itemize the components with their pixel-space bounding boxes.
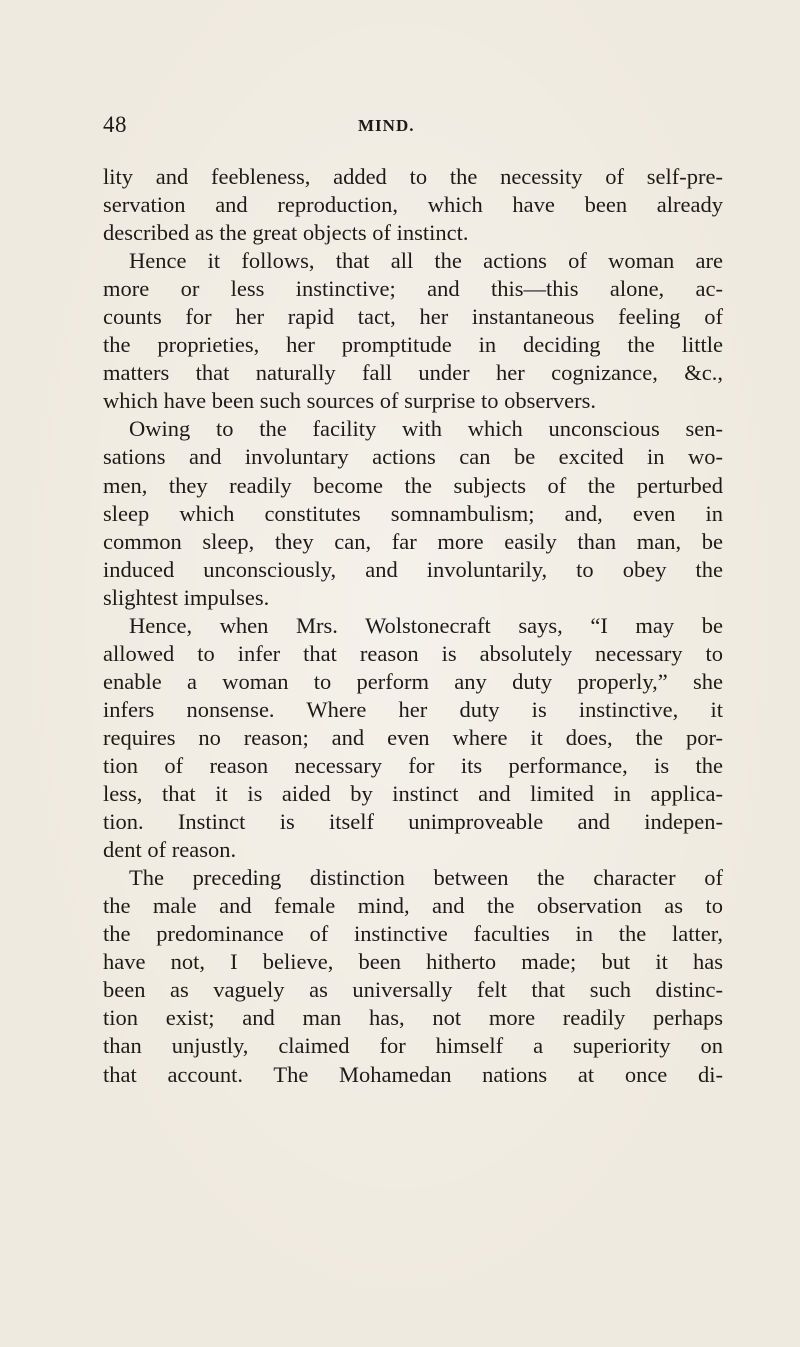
text-line: less, that it is aided by instinct and limited in applica-: [103, 781, 723, 807]
text-line: the predominance of instinctive faculties in the latter,: [103, 921, 723, 947]
text-line: lity and feebleness, added to the necessity of self-pre-: [103, 164, 723, 189]
text-line: more or less instinctive; and this—this alone, ac-: [103, 276, 723, 302]
text-line: men, they readily become the subjects of the perturbed: [103, 472, 723, 498]
text-line: infers nonsense. Where her duty is instinctive, it: [103, 696, 723, 722]
text-line: have not, I believe, been hitherto made; but it has: [103, 949, 723, 975]
text-line: counts for her rapid tact, her instantaneous feeling of: [103, 304, 723, 330]
text-line: Hence, when Mrs. Wolstonecraft says, “I may be: [129, 612, 723, 638]
text-line: allowed to infer that reason is absolutely necessary to: [103, 640, 723, 666]
text-line: servation and reproduction, which have been already: [103, 192, 723, 218]
text-line: enable a woman to perform any duty properly,” she: [103, 668, 723, 694]
page-number: 48: [103, 112, 127, 137]
text-line: common sleep, they can, far more easily than man, be: [103, 528, 723, 554]
text-line: the proprieties, her promptitude in deciding the little: [103, 332, 723, 358]
text-line: matters that naturally fall under her cognizance, &c.,: [103, 360, 723, 386]
text-line: dent of reason.: [103, 837, 237, 863]
text-line: tion of reason necessary for its performance, is the: [103, 752, 723, 778]
text-line: requires no reason; and even where it does, the por-: [103, 724, 723, 750]
text-line: sleep which constitutes somnambulism; and, even in: [103, 500, 723, 526]
text-line: tion. Instinct is itself unimproveable and indepen-: [103, 809, 723, 835]
text-line: sations and involuntary actions can be excited in wo-: [103, 444, 723, 470]
text-line: than unjustly, claimed for himself a superiority on: [103, 1033, 723, 1059]
text-line: which have been such sources of surprise to observers.: [103, 388, 596, 414]
text-line: Owing to the facility with which unconscious sen-: [129, 416, 723, 442]
text-line: been as vaguely as universally felt that such distinc-: [103, 977, 723, 1003]
text-line: induced unconsciously, and involuntarily, to obey the: [103, 556, 723, 582]
text-line: that account. The Mohamedan nations at once di-: [103, 1061, 723, 1087]
text-line: the male and female mind, and the observation as to: [103, 893, 723, 919]
text-line: described as the great objects of instinct.: [103, 220, 469, 246]
text-line: The preceding distinction between the character of: [129, 865, 723, 891]
running-head: MIND.: [358, 116, 415, 135]
text-line: slightest impulses.: [103, 584, 270, 610]
body-text: [103, 163, 723, 1089]
text-line: Hence it follows, that all the actions of woman are: [129, 248, 723, 274]
text-line: tion exist; and man has, not more readily perhaps: [103, 1005, 723, 1031]
page-header: [103, 112, 723, 142]
